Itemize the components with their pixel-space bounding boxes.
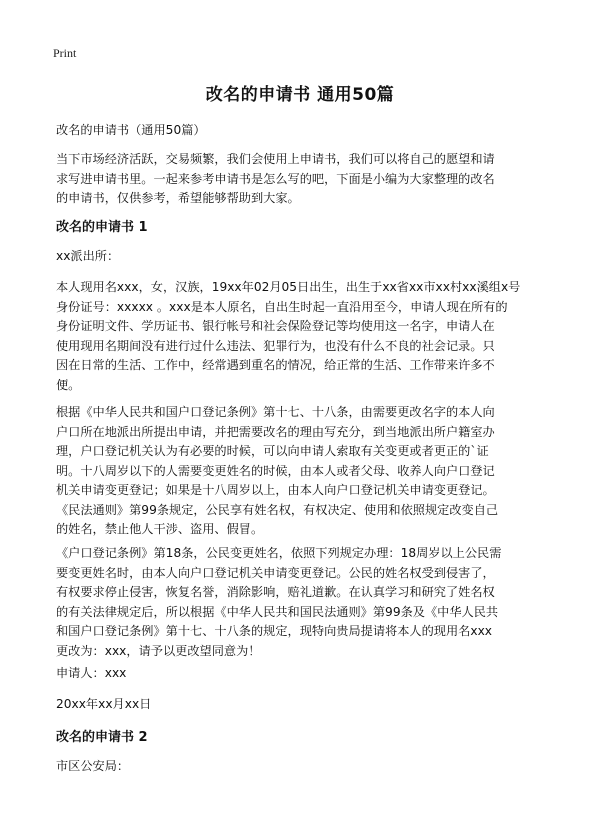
text-line: 更改为：xxx，请予以更改望同意为！: [56, 643, 261, 658]
text-line: 便。: [56, 377, 81, 392]
text-line: 要变更姓名时，由本人向户口登记机关申请变更登记。公民的姓名权受到侵害了，: [56, 565, 495, 580]
text-line: 《户口登记条例》第18条，公民变更姓名，依照下列规定办理：18周岁以上公民需: [56, 546, 502, 560]
text-line: 理，户口登记机关认为有必要的时候，可以向申请人索取有关变更或者更正的`证: [56, 444, 489, 458]
text-line: 户口所在地派出所提出申请，并把需要改名的理由写充分，到当地派出所户籍室办: [56, 424, 495, 439]
applicant-line: 申请人：xxx: [56, 666, 127, 680]
text-line: 因在日常的生活、工作中，经常遇到重名的情况，给正常的生活、工作带来许多不: [56, 358, 495, 372]
section-heading-1: 改名的申请书 1: [56, 220, 148, 235]
text-line: 机关申请变更登记；如果是十八周岁以上，由本人向户口登记机关申请变更登记。: [56, 483, 495, 497]
addressee-1: xx派出所：: [56, 249, 120, 263]
intro-paragraph: [56, 150, 548, 209]
print-label[interactable]: Print: [53, 46, 77, 60]
text-line: 的有关法律规定后，所以根据《中华人民共和国民法通则》第99条及《中华人民共: [56, 604, 499, 619]
date-line: 20xx年xx月xx日: [56, 697, 152, 711]
text-line: 和国户口登记条例》第十七、十八条的规定，现特向贵局提请将本人的现用名xxx: [56, 624, 493, 638]
text-line: 的姓名，禁止他人干涉、盗用、假冒。: [56, 522, 264, 536]
text-line: 当下市场经济活跃，交易频繁，我们会使用上申请书，我们可以将自己的愿望和请: [56, 152, 495, 166]
body-paragraph-2: [56, 403, 548, 540]
subtitle: 改名的申请书（通用50篇）: [56, 123, 206, 137]
text-line: 有权要求停止侵害，恢复名誉，消除影响，赔礼道歉。在认真学习和研究了姓名权: [56, 585, 495, 599]
text-line: 的申请书，仅供参考，希望能够帮助到大家。: [56, 191, 300, 205]
text-line: 求写进申请书里。一起来参考申请书是怎么写的吧，下面是小编为大家整理的改名: [56, 171, 495, 186]
body-paragraph-1: [56, 278, 548, 395]
text-line: 使用现用名期间没有进行过什么违法、犯罪行为，也没有什么不良的社会记录。只: [56, 338, 495, 353]
text-line: 明。十八周岁以下的人需要变更姓名的时候，由本人或者父母、收养人向户口登记: [56, 463, 495, 478]
text-line: 身份证明文件、学历证书、银行帐号和社会保险登记等均使用这一名字，申请人在: [56, 319, 495, 333]
text-line: 根据《中华人民共和国户口登记条例》第十七、十八条，由需要更改名字的本人向: [56, 405, 495, 419]
body-paragraph-3: [56, 544, 548, 661]
text-line: 身份证号：xxxxx 。xxx是本人原名，自出生时起一直沿用至今，申请人现在所有的: [56, 299, 508, 314]
addressee-2: 市区公安局：: [56, 759, 130, 773]
text-line: 本人现用名xxx，女，汉族，19xx年02月05日出生，出生于xx省xx市xx村xx溪组x号: [56, 280, 521, 294]
section-heading-2: 改名的申请书 2: [56, 730, 148, 745]
text-line: 《民法通则》第99条规定，公民享有姓名权，有权决定、使用和依照规定改变自己: [56, 502, 499, 517]
page-title: 改名的申请书 通用50篇: [205, 85, 395, 105]
